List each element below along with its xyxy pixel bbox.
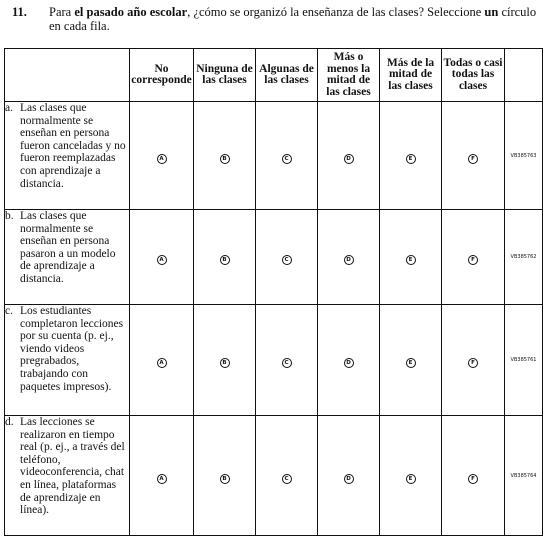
answer-bubble-b-D[interactable]: D xyxy=(344,255,354,265)
header-row xyxy=(5,49,543,102)
column-header-more-than-half: Más de la mitad de las clases xyxy=(380,49,442,102)
item-code: VB385761 xyxy=(505,305,543,416)
row-item-a: a. Las clases que normalmente se enseñan en persona fueron canceladas y no fueron reemplazadas con aprendizaje a distancia. xyxy=(5,102,130,210)
answer-bubble-a-C[interactable]: C xyxy=(282,154,292,164)
column-header-none: Ninguna de las clases xyxy=(194,49,256,102)
answer-bubble-d-E[interactable]: E xyxy=(406,474,416,484)
answer-bubble-a-F[interactable]: F xyxy=(468,154,478,164)
answer-bubble-d-B[interactable]: B xyxy=(220,474,230,484)
question-text-post: círculo en cada fila. xyxy=(49,5,537,33)
item-code: VB385762 xyxy=(505,210,543,305)
table-row xyxy=(5,305,543,416)
answer-bubble-c-A[interactable]: A xyxy=(157,358,167,368)
header-blank-cell xyxy=(5,49,130,102)
answer-bubble-d-D[interactable]: D xyxy=(344,474,354,484)
row-item-b: b. Las clases que normalmente se enseñan en persona pasaron a un modelo de aprendizaje a distancia. xyxy=(5,210,130,305)
question-text-pre: Para xyxy=(49,5,75,19)
row-item-d: d. Las lecciones se realizaron en tiempo real (p. ej., a través del teléfono, videoconferencia, chat en línea, plataformas de aprendizaje en línea). xyxy=(5,416,130,536)
answer-bubble-a-B[interactable]: B xyxy=(220,154,230,164)
question-number: 11. xyxy=(12,5,27,19)
question-text-bold-period: el pasado año escolar xyxy=(74,5,188,19)
response-grid xyxy=(4,48,543,536)
answer-bubble-b-E[interactable]: E xyxy=(406,255,416,265)
table-row xyxy=(5,102,543,210)
answer-bubble-b-B[interactable]: B xyxy=(220,255,230,265)
column-header-not-applicable: No corresponde xyxy=(130,49,194,102)
column-header-all: Todas o casi todas las clases xyxy=(442,49,505,102)
question-text-mid: , ¿cómo se organizó la enseñanza de las clases? Seleccione xyxy=(187,5,485,19)
item-code: VB385763 xyxy=(505,102,543,210)
column-header-about-half: Más o menos la mitad de las clases xyxy=(318,49,380,102)
header-code-cell xyxy=(505,49,543,102)
answer-bubble-d-F[interactable]: F xyxy=(468,474,478,484)
table-row xyxy=(5,210,543,305)
answer-bubble-c-B[interactable]: B xyxy=(220,358,230,368)
question-text-bold-one: un xyxy=(484,5,499,19)
answer-bubble-b-C[interactable]: C xyxy=(282,255,292,265)
answer-bubble-c-F[interactable]: F xyxy=(468,358,478,368)
answer-bubble-d-A[interactable]: A xyxy=(157,474,167,484)
answer-bubble-a-E[interactable]: E xyxy=(406,154,416,164)
question-text xyxy=(49,5,544,33)
table-row xyxy=(5,416,543,536)
answer-bubble-c-C[interactable]: C xyxy=(282,358,292,368)
answer-bubble-d-C[interactable]: C xyxy=(282,474,292,484)
answer-bubble-a-A[interactable]: A xyxy=(157,154,167,164)
row-item-c: c. Los estudiantes completaron lecciones por su cuenta (p. ej., viendo videos pregrabados, trabajando con paquetes impresos). xyxy=(5,305,130,416)
answer-bubble-a-D[interactable]: D xyxy=(344,154,354,164)
item-code: VB385764 xyxy=(505,416,543,536)
answer-bubble-b-F[interactable]: F xyxy=(468,255,478,265)
answer-bubble-c-E[interactable]: E xyxy=(406,358,416,368)
answer-bubble-c-D[interactable]: D xyxy=(344,358,354,368)
answer-bubble-b-A[interactable]: A xyxy=(157,255,167,265)
column-header-some: Algunas de las clases xyxy=(256,49,318,102)
